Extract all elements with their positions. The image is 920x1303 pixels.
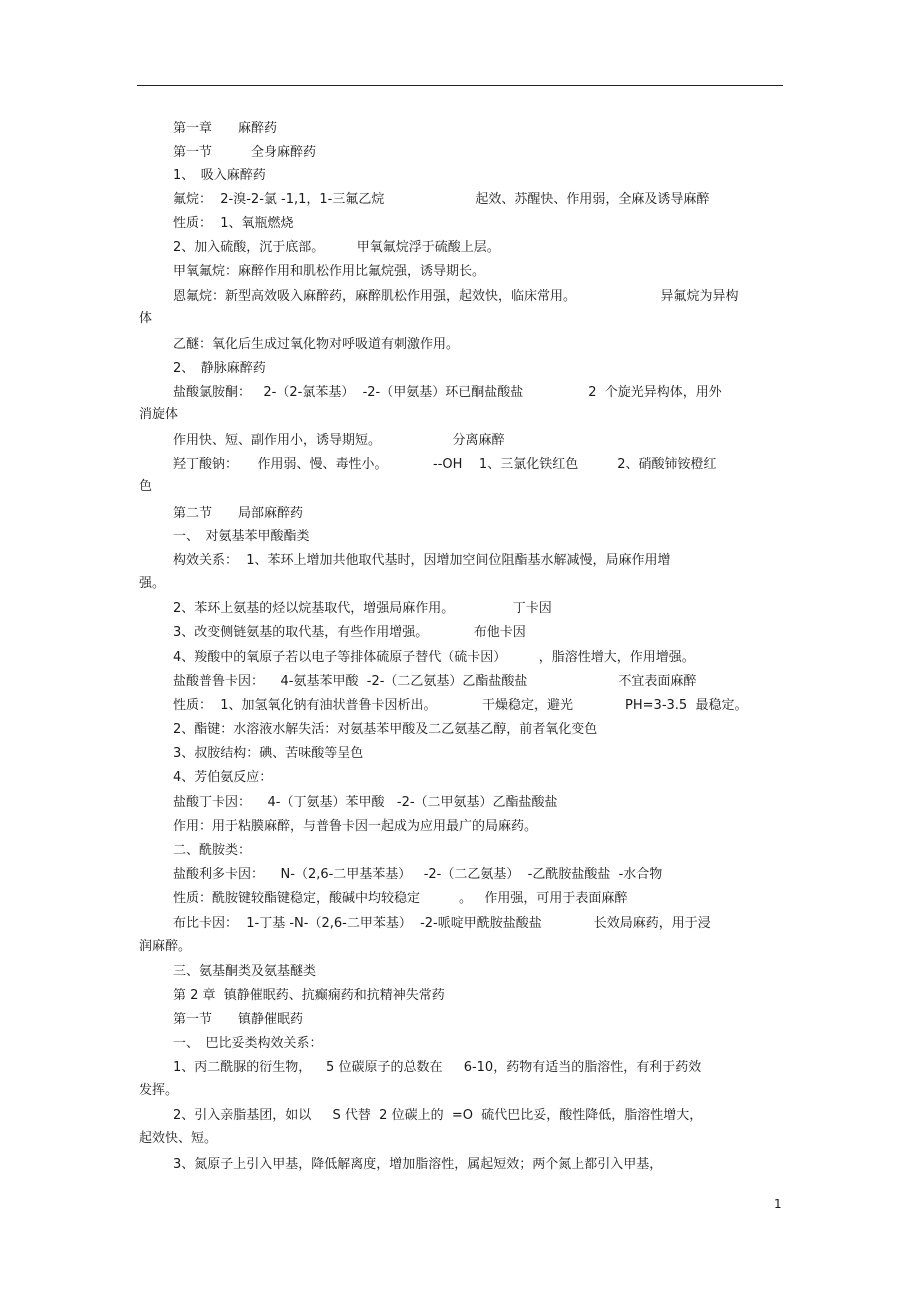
subsection-heading: 三、氨基酮类及氨基醚类 [173,964,317,979]
section-heading: 第二节 局部麻醉药 [173,506,304,521]
text-line: 4、羧酸中的氧原子若以电子等排体硫原子替代（硫卡因） ，脂溶性增大，作用增强。 [173,650,695,665]
subsection-heading: 一、 巴比妥类构效关系： [173,1036,323,1051]
text-line: 乙醚：氧化后生成过氧化物对呼吸道有刺激作用。 [173,337,460,352]
chapter-heading: 第一章 麻醉药 [173,121,278,136]
text-line: 1、丙二酰脲的衍生物， 5 位碳原子的总数在 6-10，药物有适当的脂溶性，有利于药效 [173,1060,702,1075]
text-line: 2、苯环上氨基的烃以烷基取代，增强局麻作用。 丁卡因 [173,601,552,616]
text-line: 4、芳伯氨反应： [173,770,273,785]
text-line: 2、酯键：水溶液水解失活：对氨基苯甲酸及二乙氨基乙醇，前者氧化变色 [173,722,598,737]
header-rule [137,85,783,86]
text-line: 性质： 1、氧瓶燃烧 [173,216,294,231]
text-line: 氟烷： 2-溴-2-氯 -1,1，1-三氟乙烷 起效、苏醒快、作用弱，全麻及诱导麻醉 [173,192,710,207]
chapter-heading: 第 2 章 镇静催眠药、抗癫痫药和抗精神失常药 [173,988,445,1003]
text-line: 3、改变侧链氨基的取代基，有些作用增强。 布他卡因 [173,625,526,640]
page-number: 1 [774,1197,782,1211]
text-line: 2、引入亲脂基团，如以 S 代替 2 位碳上的 =O 硫代巴比妥，酸性降低，脂溶性增大， [173,1108,703,1123]
text-line: 盐酸丁卡因： 4-（丁氨基）苯甲酸 -2-（二甲氨基）乙酯盐酸盐 [173,795,558,810]
text-line: 盐酸利多卡因： N-（2,6-二甲基苯基） -2-（二乙氨基） -乙酰胺盐酸盐 -水合物 [173,867,663,882]
text-line: 作用快、短、副作用小，诱导期短。 分离麻醉 [173,433,505,448]
section-heading: 第一节 全身麻醉药 [173,145,317,160]
text-line-wrap: 发挥。 [139,1083,179,1098]
text-line-wrap: 色 [139,479,153,494]
subsection-heading: 二、酰胺类： [173,843,252,858]
text-line: 羟丁酸钠： 作用弱、慢、毒性小。 --OH 1、三氯化铁红色 2、硝酸铈铵橙红 [173,457,717,472]
text-line-wrap: 体 [139,311,153,326]
text-line: 布比卡因： 1-丁基 -N-（2,6-二甲苯基） -2-哌啶甲酰胺盐酸盐 长效局麻药，用于浸 [173,916,711,931]
text-line: 盐酸普鲁卡因： 4-氨基苯甲酸 -2-（二乙氨基）乙酯盐酸盐 不宜表面麻醉 [173,674,697,689]
text-line-wrap: 消旋体 [139,407,179,422]
section-heading: 第一节 镇静催眠药 [173,1012,304,1027]
text-line: 3、叔胺结构：碘、苦味酸等呈色 [173,746,364,761]
text-line-wrap: 润麻醉。 [139,939,192,954]
text-line: 盐酸氯胺酮： 2-（2-氯苯基） -2-（甲氨基）环已酮盐酸盐 2 个旋光异构体，用外 [173,385,722,400]
subsection-heading: 1、 吸入麻醉药 [173,168,266,183]
text-line: 恩氟烷：新型高效吸入麻醉药，麻醉肌松作用强，起效快，临床常用。 异氟烷为异构 [173,289,739,304]
text-line: 2、加入硫酸，沉于底部。 甲氧氟烷浮于硫酸上层。 [173,240,500,255]
text-line: 作用：用于粘膜麻醉，与普鲁卡因一起成为应用最广的局麻药。 [173,819,538,834]
subsection-heading: 一、 对氨基苯甲酸酯类 [173,529,310,544]
text-line-wrap: 起效快、短。 [139,1131,218,1146]
text-line: 构效关系： 1、苯环上增加共他取代基时，因增加空间位阻酯基水解减慢，局麻作用增 [173,553,671,568]
text-line: 3、氮原子上引入甲基，降低解离度，增加脂溶性，属起短效；两个氮上都引入甲基， [173,1157,663,1172]
subsection-heading: 2、 静脉麻醉药 [173,361,266,376]
text-line: 甲氧氟烷：麻醉作用和肌松作用比氟烷强，诱导期长。 [173,264,486,279]
text-line: 性质： 1、加氢氧化钠有油状普鲁卡因析出。 干燥稳定，避光 PH=3-3.5 最稳定。 [173,698,748,713]
text-line-wrap: 强。 [139,576,166,591]
text-line: 性质：酰胺键较酯键稳定，酸碱中均较稳定 。 作用强，可用于表面麻醉 [173,891,628,906]
